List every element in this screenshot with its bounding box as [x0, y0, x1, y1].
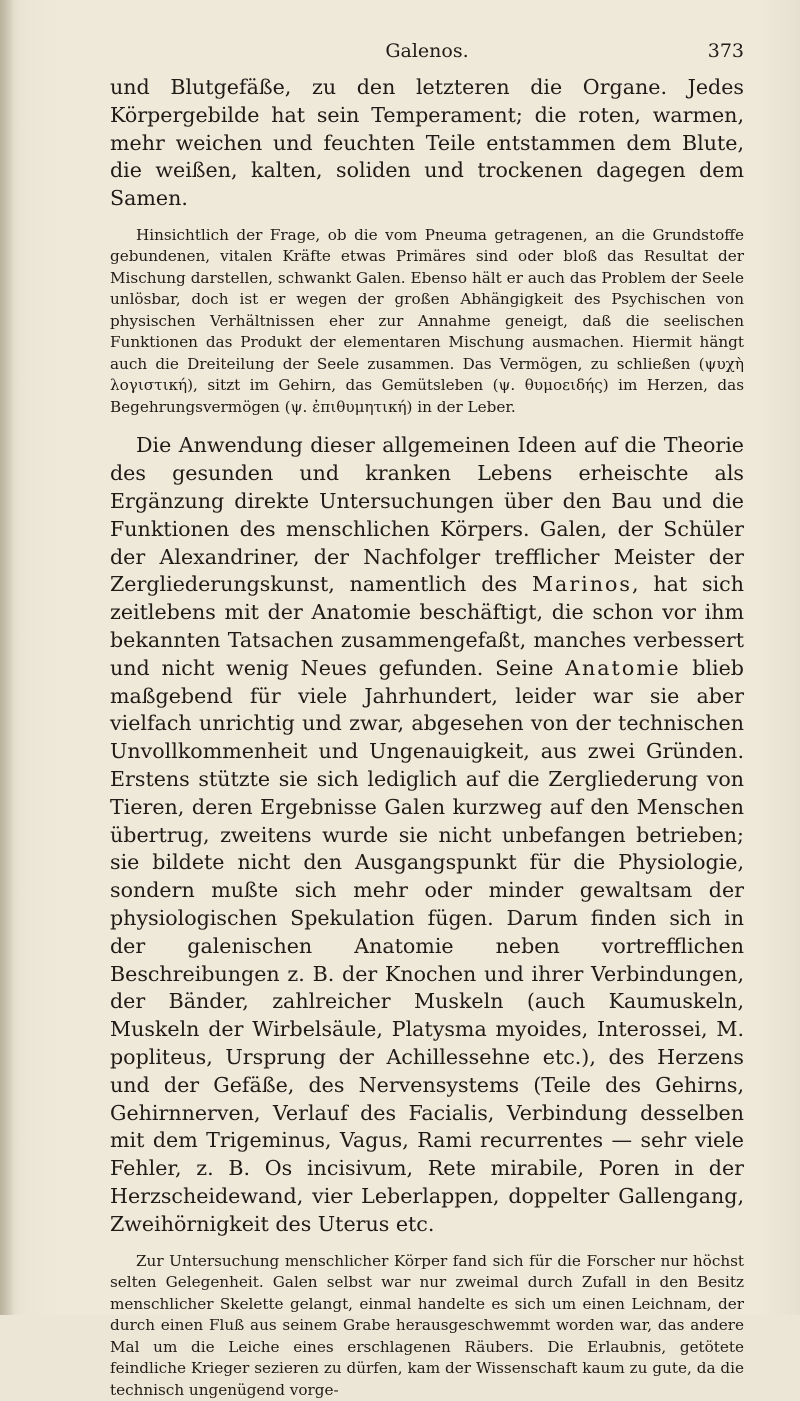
name-marinos: Marinos	[531, 572, 632, 597]
term-anatomie: Anatomie	[565, 655, 681, 680]
gutter-shadow	[0, 0, 14, 1315]
running-title: Galenos.	[385, 40, 469, 62]
page-number: 373	[707, 40, 744, 62]
page-header	[110, 40, 744, 74]
paragraph-anatomy-part-2: , hat sich zeitlebens mit der Anatomie beschäftigt, die schon vor ihm bekannten Tatsachen zusammengefaßt, manches verbessert und nicht wenig Neues gefunden. Seine	[110, 572, 744, 680]
note-human-dissection: Zur Untersuchung menschlicher Körper fand sich für die Forscher nur höchst selten Gelegenheit. Galen selbst war nur zweimal durch Zufall in den Besitz menschlicher Skelette gelangt, einmal handelte es sich um einen Leichnam, der durch einen Fluß aus seinem Grabe herausgeschwemmt worden war, das andere Mal um die Leiche eines erschlagenen Räubers. Die Erlaubnis, getötete feindliche Krieger sezieren zu dürfen, kam der Wissenschaft kaum zu gute, da die technisch ungenügend vorge-	[110, 1251, 744, 1399]
paragraph-anatomy	[110, 432, 744, 1238]
note-soul-division: Hinsichtlich der Frage, ob die vom Pneuma getragenen, an die Grundstoffe gebundenen, vitalen Kräfte etwas Primäres sind oder bloß das Resultat der Mischung darstellen, schwankt Galen. Ebenso hält er auch das Problem der Seele unlösbar, doch ist er wegen der großen Abhängigkeit des Psychischen von physischen Verhältnissen eher zur Annahme geneigt, daß die seelischen Funktionen das Produkt der elementaren Mischung ausmachen. Hiermit hängt auch die Dreiteilung der Seele zusammen. Das Vermögen, zu schließen (ψυχὴ λογιστική), sitzt im Gehirn, das Gemütsleben (ψ. θυμοειδής) im Herzen, das Begehrungsvermögen (ψ. ἐπιθυμητική) in der Leber.	[110, 225, 744, 416]
paragraph-temperament: und Blutgefäße, zu den letzteren die Organe. Jedes Körpergebilde hat sein Temperament; die roten, warmen, mehr weichen und feuchten Teile entstammen dem Blute, die weißen, kalten, soliden und trockenen dagegen dem Samen.	[110, 75, 744, 211]
paragraph-anatomy-part-1: Die Anwendung dieser allgemeinen Ideen auf die Theorie des gesunden und kranken Lebens erheischte als Ergänzung direkte Untersuchungen über den Bau und die Funktionen des menschlichen Körpers. Galen, der Schüler der Alexandriner, der Nachfolger trefflicher Meister der Zergliederungskunst, namentlich des	[110, 433, 744, 597]
paragraph-anatomy-part-3: blieb maßgebend für viele Jahrhundert, leider war sie aber vielfach unrichtig und zwar, abgesehen von der technischen Unvollkommenheit und Ungenauigkeit, aus zwei Gründen. Erstens stützte sie sich lediglich auf die Zergliederung von Tieren, deren Ergebnisse Galen kurzweg auf den Menschen übertrug, zweitens wurde sie nicht unbefangen betrieben; sie bildete nicht den Ausgangspunkt für die Physiologie, sondern mußte sich mehr oder minder gewaltsam der physiologischen Spekulation fügen. Darum finden sich in der galenischen Anatomie neben vortrefflichen Beschreibungen z. B. der Knochen und ihrer Verbindungen, der Bänder, zahlreicher Muskeln (auch Kaumuskeln, Muskeln der Wirbelsäule, Platysma myoides, Interossei, M. popliteus, Ursprung der Achillessehne etc.), des Herzens und der Gefäße, des Nervensystems (Teile des Gehirns, Gehirnnerven, Verlauf des Facialis, Verbindung desselben mit dem Trigeminus, Vagus, Rami recurrentes — sehr viele Fehler, z. B. Os incisivum, Rete mirabile, Poren in der Herzscheidewand, vier Leberlappen, doppelter Gallengang, Zweihörnigkeit des Uterus etc.	[110, 655, 744, 1236]
